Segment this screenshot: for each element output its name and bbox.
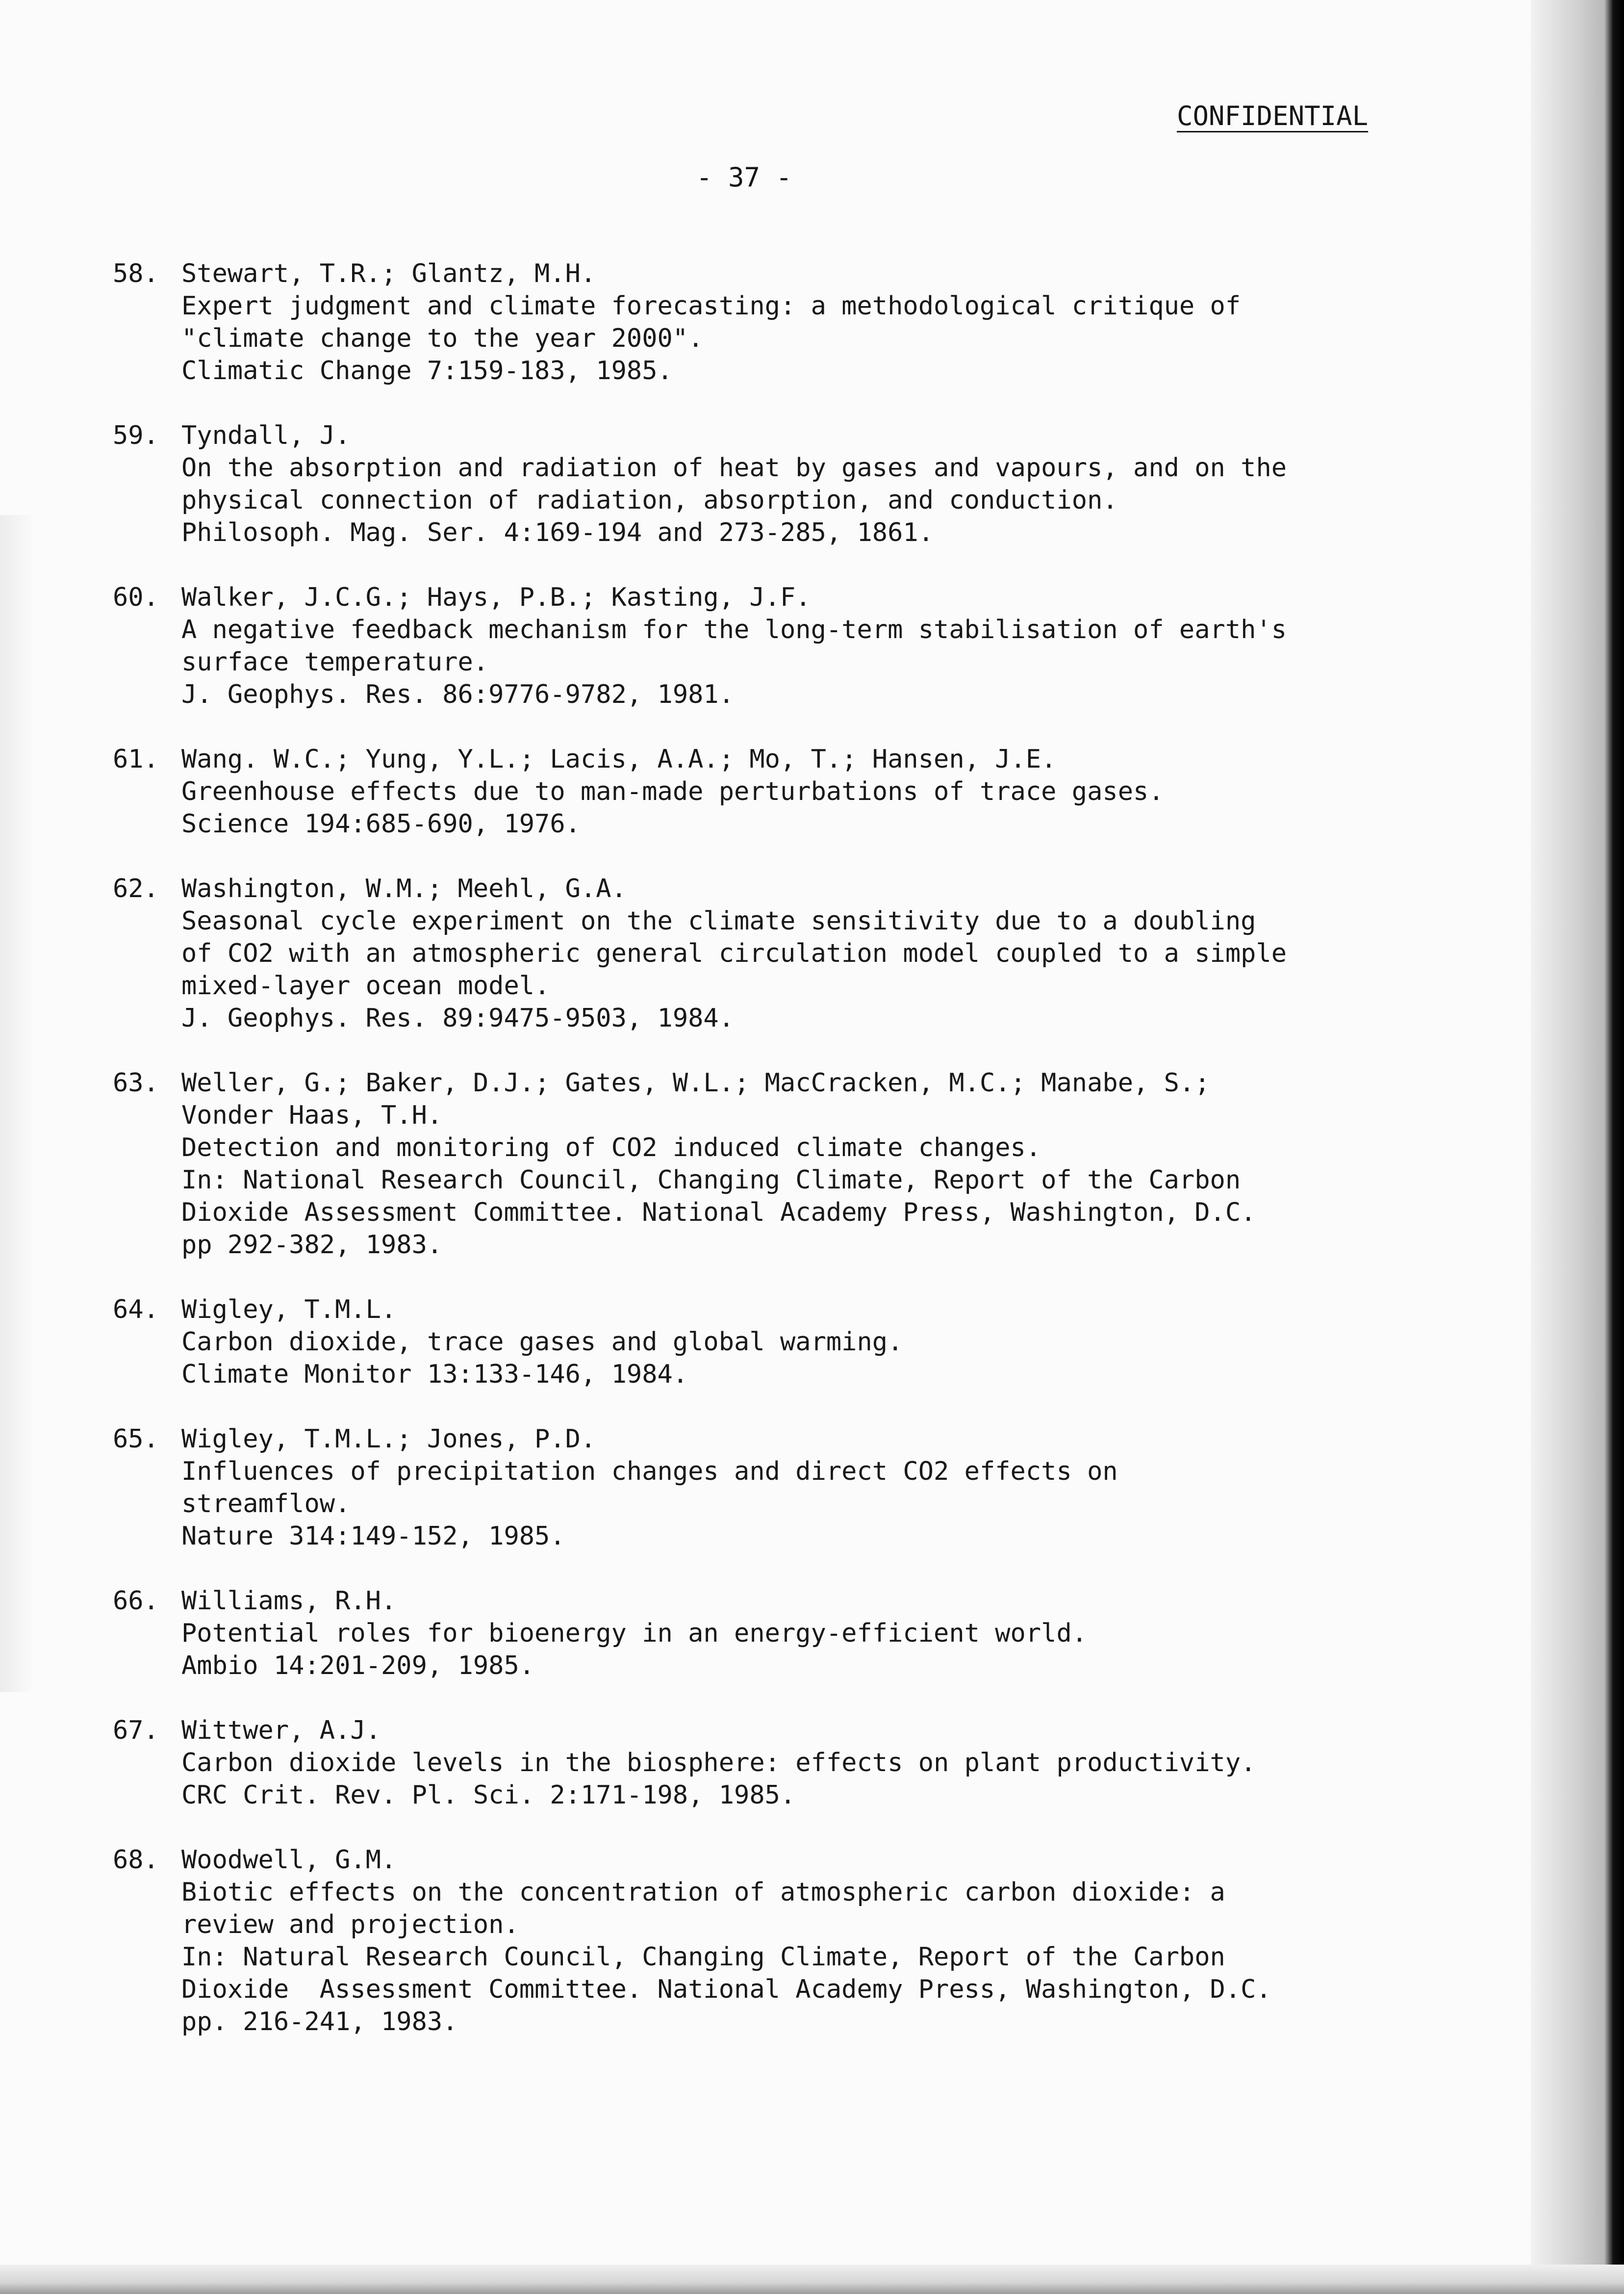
reference-list [113, 258, 1407, 2070]
reference-text-line: Detection and monitoring of CO2 induced climate changes. [181, 1133, 1041, 1162]
reference-text-line: J. Geophys. Res. 89:9475-9503, 1984. [181, 1004, 735, 1033]
reference-text-line: Greenhouse effects due to man-made perturbations of trace gases. [181, 777, 1164, 806]
reference-entry [113, 1293, 1407, 1391]
reference-entry [113, 1585, 1407, 1682]
reference-text-line: CRC Crit. Rev. Pl. Sci. 2:171-198, 1985. [181, 1780, 796, 1810]
reference-text-line: Science 194:685-690, 1976. [181, 809, 581, 839]
reference-text-line: streamflow. [181, 1489, 351, 1519]
reference-number: 61. [113, 745, 159, 774]
page-edge-right [1531, 0, 1624, 2294]
reference-text-line: surface temperature. [181, 647, 489, 677]
reference-authors: Woodwell, G.M. [181, 1845, 397, 1875]
reference-text-line: Vonder Haas, T.H. [181, 1101, 443, 1130]
reference-entry [113, 1844, 1407, 2038]
reference-authors: Stewart, T.R.; Glantz, M.H. [181, 259, 596, 288]
reference-entry [113, 581, 1407, 711]
reference-text-line: In: National Research Council, Changing Climate, Report of the Carbon [181, 1165, 1241, 1195]
reference-number: 68. [113, 1845, 159, 1875]
reference-text-line: mixed-layer ocean model. [181, 971, 550, 1001]
reference-text-line: Influences of precipitation changes and direct CO2 effects on [181, 1457, 1118, 1486]
page-number: - 37 - [696, 162, 792, 193]
reference-number: 64. [113, 1295, 159, 1324]
reference-text-line: pp. 216-241, 1983. [181, 2007, 458, 2036]
reference-number: 62. [113, 874, 159, 903]
reference-number: 60. [113, 583, 159, 612]
reference-text-line: On the absorption and radiation of heat by gases and vapours, and on the [181, 453, 1287, 483]
reference-text-line: Nature 314:149-152, 1985. [181, 1521, 565, 1551]
reference-text-line: of CO2 with an atmospheric general circulation model coupled to a simple [181, 939, 1287, 968]
reference-entry [113, 258, 1407, 387]
reference-text-line: Biotic effects on the concentration of atmospheric carbon dioxide: a [181, 1878, 1225, 1907]
page-shadow-left [0, 515, 34, 1692]
reference-text-line: A negative feedback mechanism for the long-term stabilisation of earth's [181, 615, 1287, 644]
reference-authors: Washington, W.M.; Meehl, G.A. [181, 874, 627, 903]
reference-authors: Weller, G.; Baker, D.J.; Gates, W.L.; MacCracken, M.C.; Manabe, S.; [181, 1068, 1210, 1098]
reference-text-line: J. Geophys. Res. 86:9776-9782, 1981. [181, 680, 735, 709]
classification-label: CONFIDENTIAL [1177, 101, 1369, 131]
reference-text-line: "climate change to the year 2000". [181, 324, 704, 353]
reference-authors: Wigley, T.M.L.; Jones, P.D. [181, 1424, 596, 1454]
reference-text-line: Ambio 14:201-209, 1985. [181, 1651, 535, 1680]
reference-number: 65. [113, 1424, 159, 1454]
reference-number: 58. [113, 259, 159, 288]
reference-text-line: review and projection. [181, 1910, 519, 1939]
reference-entry [113, 1714, 1407, 1811]
reference-entry [113, 743, 1407, 840]
reference-text-line: Climate Monitor 13:133-146, 1984. [181, 1360, 688, 1389]
reference-entry [113, 419, 1407, 549]
reference-text-line: Dioxide Assessment Committee. National Academy Press, Washington, D.C. [181, 1975, 1271, 2004]
page-edge-bottom [0, 2265, 1624, 2294]
reference-text-line: Carbon dioxide, trace gases and global warming. [181, 1327, 903, 1357]
reference-text-line: pp 292-382, 1983. [181, 1230, 443, 1260]
reference-authors: Wittwer, A.J. [181, 1716, 381, 1745]
reference-number: 67. [113, 1716, 159, 1745]
reference-authors: Williams, R.H. [181, 1586, 397, 1616]
reference-authors: Tyndall, J. [181, 421, 351, 450]
reference-number: 59. [113, 421, 159, 450]
reference-entry [113, 1067, 1407, 1261]
reference-number: 66. [113, 1586, 159, 1616]
reference-text-line: Potential roles for bioenergy in an energy-efficient world. [181, 1619, 1088, 1648]
reference-text-line: Philosoph. Mag. Ser. 4:169-194 and 273-285, 1861. [181, 518, 934, 547]
reference-text-line: Expert judgment and climate forecasting: a methodological critique of [181, 291, 1241, 321]
reference-text-line: Seasonal cycle experiment on the climate sensitivity due to a doubling [181, 906, 1256, 936]
reference-entry [113, 873, 1407, 1034]
reference-authors: Wang. W.C.; Yung, Y.L.; Lacis, A.A.; Mo, T.; Hansen, J.E. [181, 745, 1057, 774]
reference-text-line: Climatic Change 7:159-183, 1985. [181, 356, 673, 386]
reference-number: 63. [113, 1068, 159, 1098]
reference-text-line: Dioxide Assessment Committee. National Academy Press, Washington, D.C. [181, 1198, 1256, 1227]
reference-authors: Walker, J.C.G.; Hays, P.B.; Kasting, J.F. [181, 583, 811, 612]
reference-entry [113, 1423, 1407, 1552]
reference-text-line: Carbon dioxide levels in the biosphere: effects on plant productivity. [181, 1748, 1256, 1778]
reference-authors: Wigley, T.M.L. [181, 1295, 397, 1324]
reference-text-line: physical connection of radiation, absorption, and conduction. [181, 486, 1118, 515]
reference-text-line: In: Natural Research Council, Changing Climate, Report of the Carbon [181, 1942, 1225, 1972]
